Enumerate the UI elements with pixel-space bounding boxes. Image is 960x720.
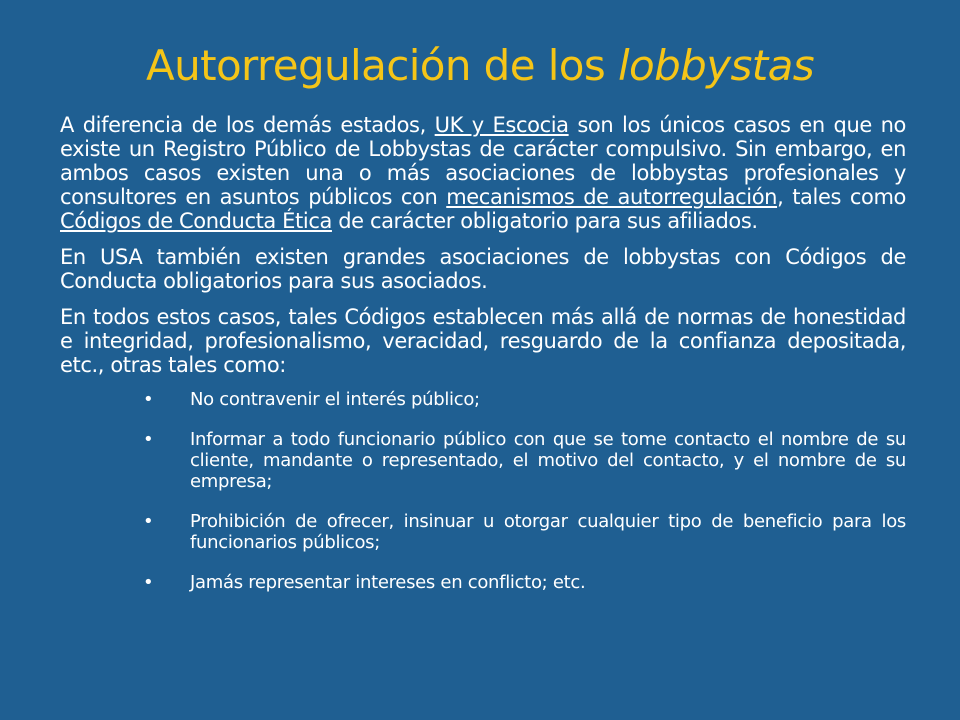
bullet-dot-icon: • <box>143 511 154 532</box>
paragraph-1-text-c: , tales como <box>777 185 906 209</box>
bullet-text: Prohibición de ofrecer, insinuar u otorgar cualquier tipo de beneficio para los funcionarios públicos; <box>190 511 906 553</box>
bullet-text: No contravenir el interés público; <box>190 389 480 410</box>
bullet-item <box>60 572 906 593</box>
bullet-item <box>60 511 906 553</box>
paragraph-usa <box>60 245 906 293</box>
title-main-text: Autorregulación de los <box>145 41 618 90</box>
bullet-dot-icon: • <box>143 572 154 593</box>
bullet-text: Informar a todo funcionario público con que se tome contacto el nombre de su cliente, mandante o representado, el motivo del contacto, y el nombre de su empresa; <box>190 429 906 492</box>
bullet-item <box>60 389 906 410</box>
paragraph-1-text-b: son los únicos casos en que no existe un Registro Público de Lobbystas de carácter compulsivo. Sin embargo, en ambos casos existen una o más asociaciones de lobbystas profesionales y consultores en asuntos públicos con <box>60 113 906 209</box>
title-emphasis-text: lobbystas <box>617 41 815 90</box>
paragraph-1-underlined-mecanismos: mecanismos de autorregulación <box>446 185 778 209</box>
bullet-dot-icon: • <box>143 389 154 410</box>
paragraph-1-underlined-uk-escocia: UK y Escocia <box>434 113 569 137</box>
slide-title <box>0 38 960 94</box>
paragraph-1-underlined-codigos: Códigos de Conducta Ética <box>60 209 332 233</box>
bullet-item <box>60 429 906 492</box>
paragraph-uk-scotland <box>60 113 906 233</box>
bullet-text: Jamás representar intereses en conflicto; etc. <box>190 572 586 593</box>
paragraph-2-text: En USA también existen grandes asociaciones de lobbystas con Códigos de Conducta obligatorios para sus asociados. <box>60 245 906 293</box>
paragraph-codigos-normas <box>60 305 906 377</box>
bullet-list <box>60 389 906 593</box>
slide-body <box>60 113 906 612</box>
bullet-dot-icon: • <box>143 429 154 450</box>
paragraph-1-text-a: A diferencia de los demás estados, <box>60 113 435 137</box>
paragraph-1-text-d: de carácter obligatorio para sus afiliados. <box>331 209 758 233</box>
paragraph-3-text: En todos estos casos, tales Códigos establecen más allá de normas de honestidad e integridad, profesionalismo, veracidad, resguardo de la confianza depositada, etc., otras tales como: <box>60 305 906 377</box>
